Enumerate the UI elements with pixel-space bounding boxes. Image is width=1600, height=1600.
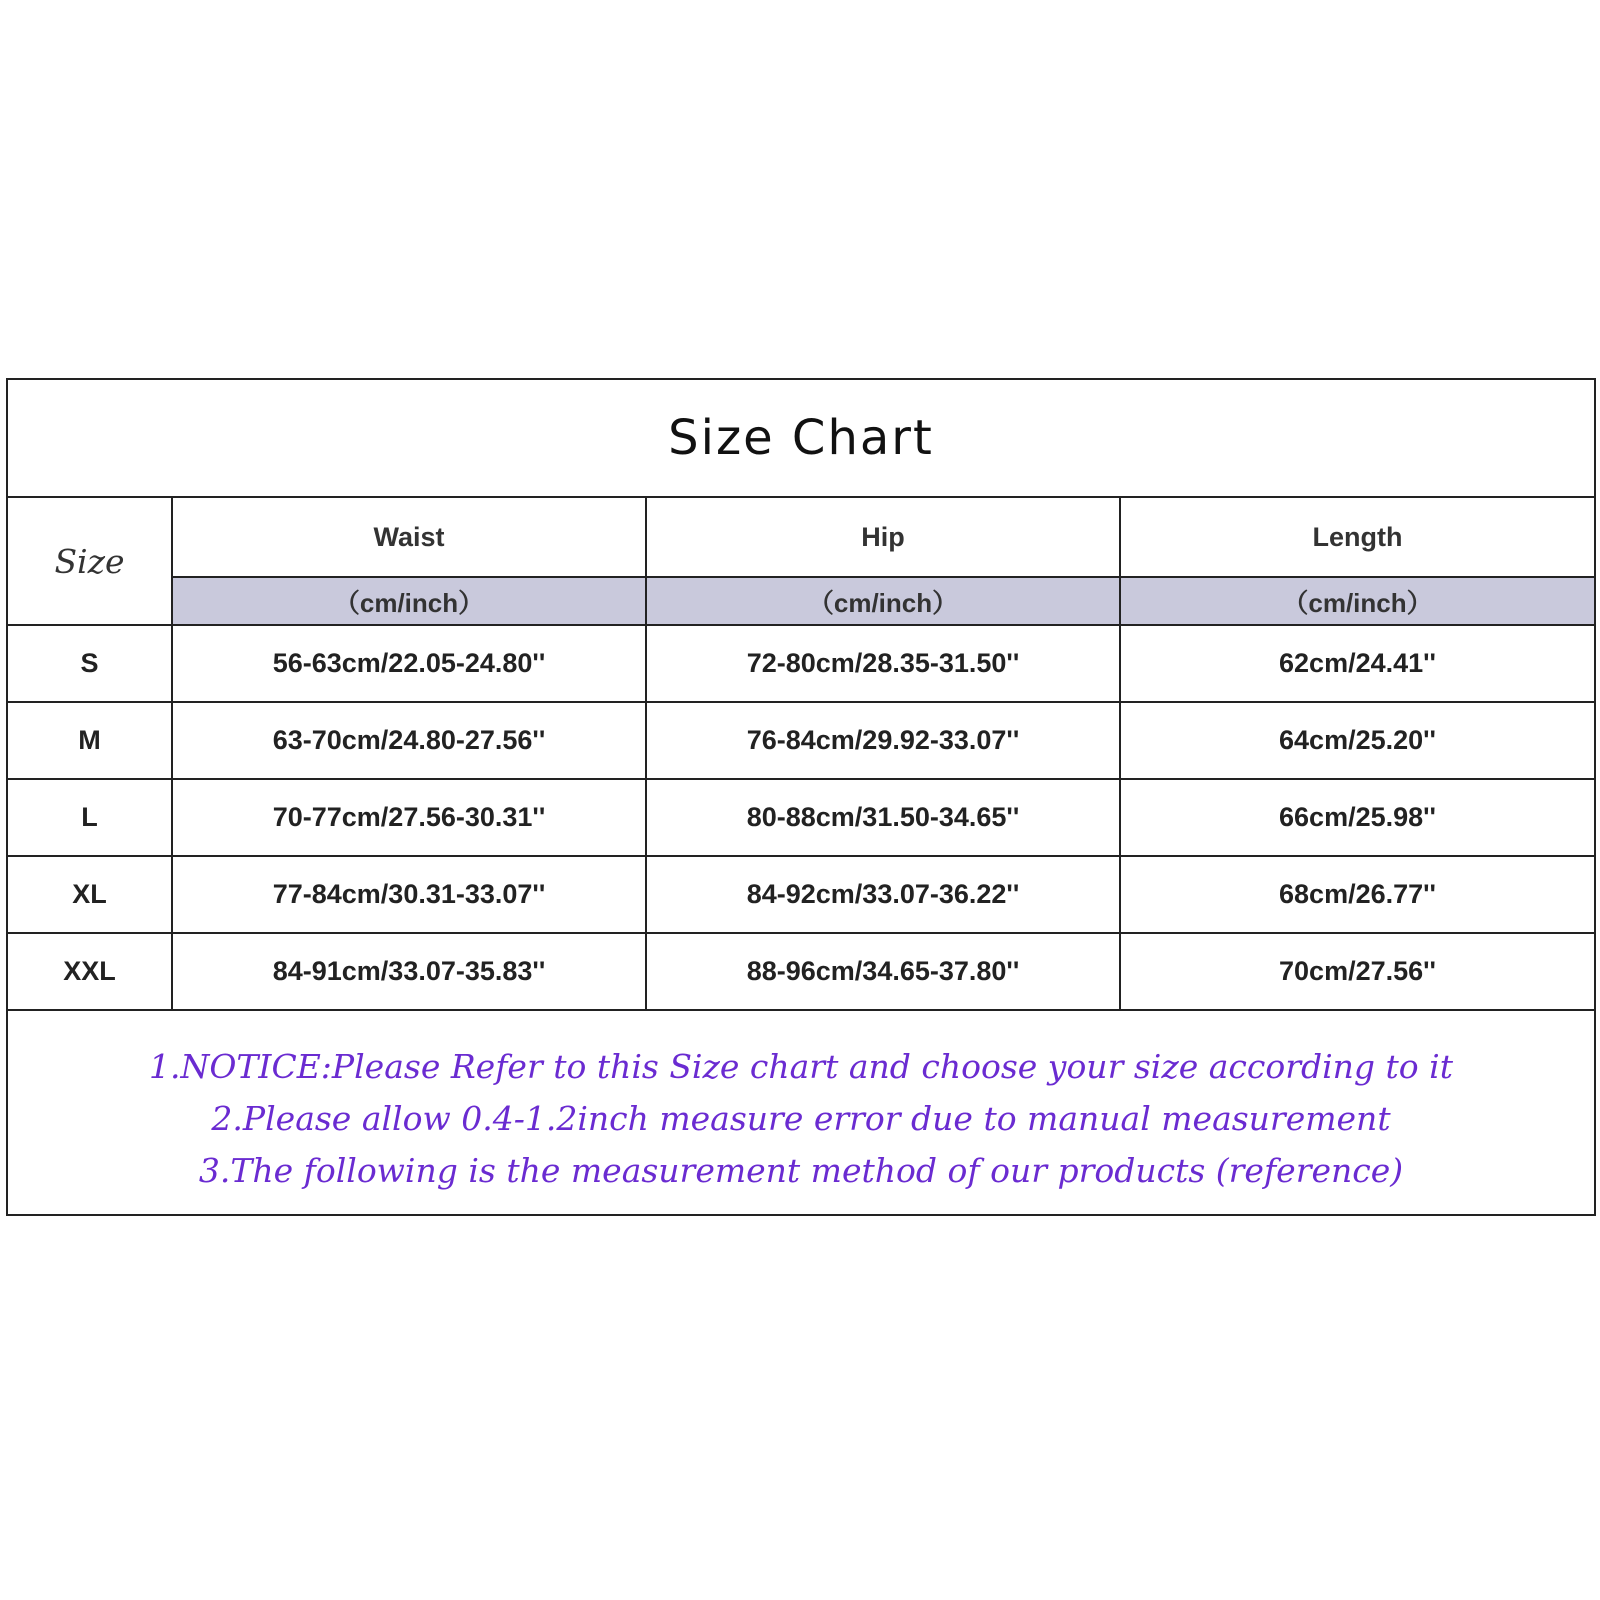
size-cell: XL [8, 856, 172, 933]
unit-row [8, 577, 1594, 625]
length-cell: 62cm/24.41'' [1120, 625, 1594, 702]
table-row [8, 856, 1594, 933]
length-cell: 66cm/25.98'' [1120, 779, 1594, 856]
table-row [8, 702, 1594, 779]
size-cell: XXL [8, 933, 172, 1010]
table-row [8, 779, 1594, 856]
hip-column-header: Hip [646, 498, 1120, 577]
size-table [8, 498, 1594, 1011]
hip-cell: 72-80cm/28.35-31.50'' [646, 625, 1120, 702]
size-chart [6, 378, 1596, 1216]
header-row [8, 498, 1594, 577]
waist-cell: 70-77cm/27.56-30.31'' [172, 779, 646, 856]
waist-cell: 63-70cm/24.80-27.56'' [172, 702, 646, 779]
length-cell: 70cm/27.56'' [1120, 933, 1594, 1010]
waist-column-header: Waist [172, 498, 646, 577]
waist-cell: 56-63cm/22.05-24.80'' [172, 625, 646, 702]
hip-cell: 76-84cm/29.92-33.07'' [646, 702, 1120, 779]
length-cell: 68cm/26.77'' [1120, 856, 1594, 933]
hip-cell: 88-96cm/34.65-37.80'' [646, 933, 1120, 1010]
hip-unit: （cm/inch） [646, 577, 1120, 625]
length-column-header: Length [1120, 498, 1594, 577]
table-row [8, 625, 1594, 702]
title-row [8, 380, 1594, 498]
length-cell: 64cm/25.20'' [1120, 702, 1594, 779]
hip-cell: 80-88cm/31.50-34.65'' [646, 779, 1120, 856]
size-cell: L [8, 779, 172, 856]
notes-section [8, 1011, 1594, 1197]
size-cell: S [8, 625, 172, 702]
note-measurement-method: 3.The following is the measurement method of our products (reference) [198, 1151, 1404, 1190]
waist-unit: （cm/inch） [172, 577, 646, 625]
chart-title: Size Chart [668, 410, 934, 466]
hip-cell: 84-92cm/33.07-36.22'' [646, 856, 1120, 933]
size-cell: M [8, 702, 172, 779]
waist-cell: 77-84cm/30.31-33.07'' [172, 856, 646, 933]
note-notice: 1.NOTICE:Please Refer to this Size chart and choose your size according to it [149, 1047, 1453, 1086]
length-unit: （cm/inch） [1120, 577, 1594, 625]
table-row [8, 933, 1594, 1010]
note-measure-error: 2.Please allow 0.4-1.2inch measure error due to manual measurement [211, 1099, 1391, 1138]
size-column-header: Size [8, 498, 172, 625]
waist-cell: 84-91cm/33.07-35.83'' [172, 933, 646, 1010]
